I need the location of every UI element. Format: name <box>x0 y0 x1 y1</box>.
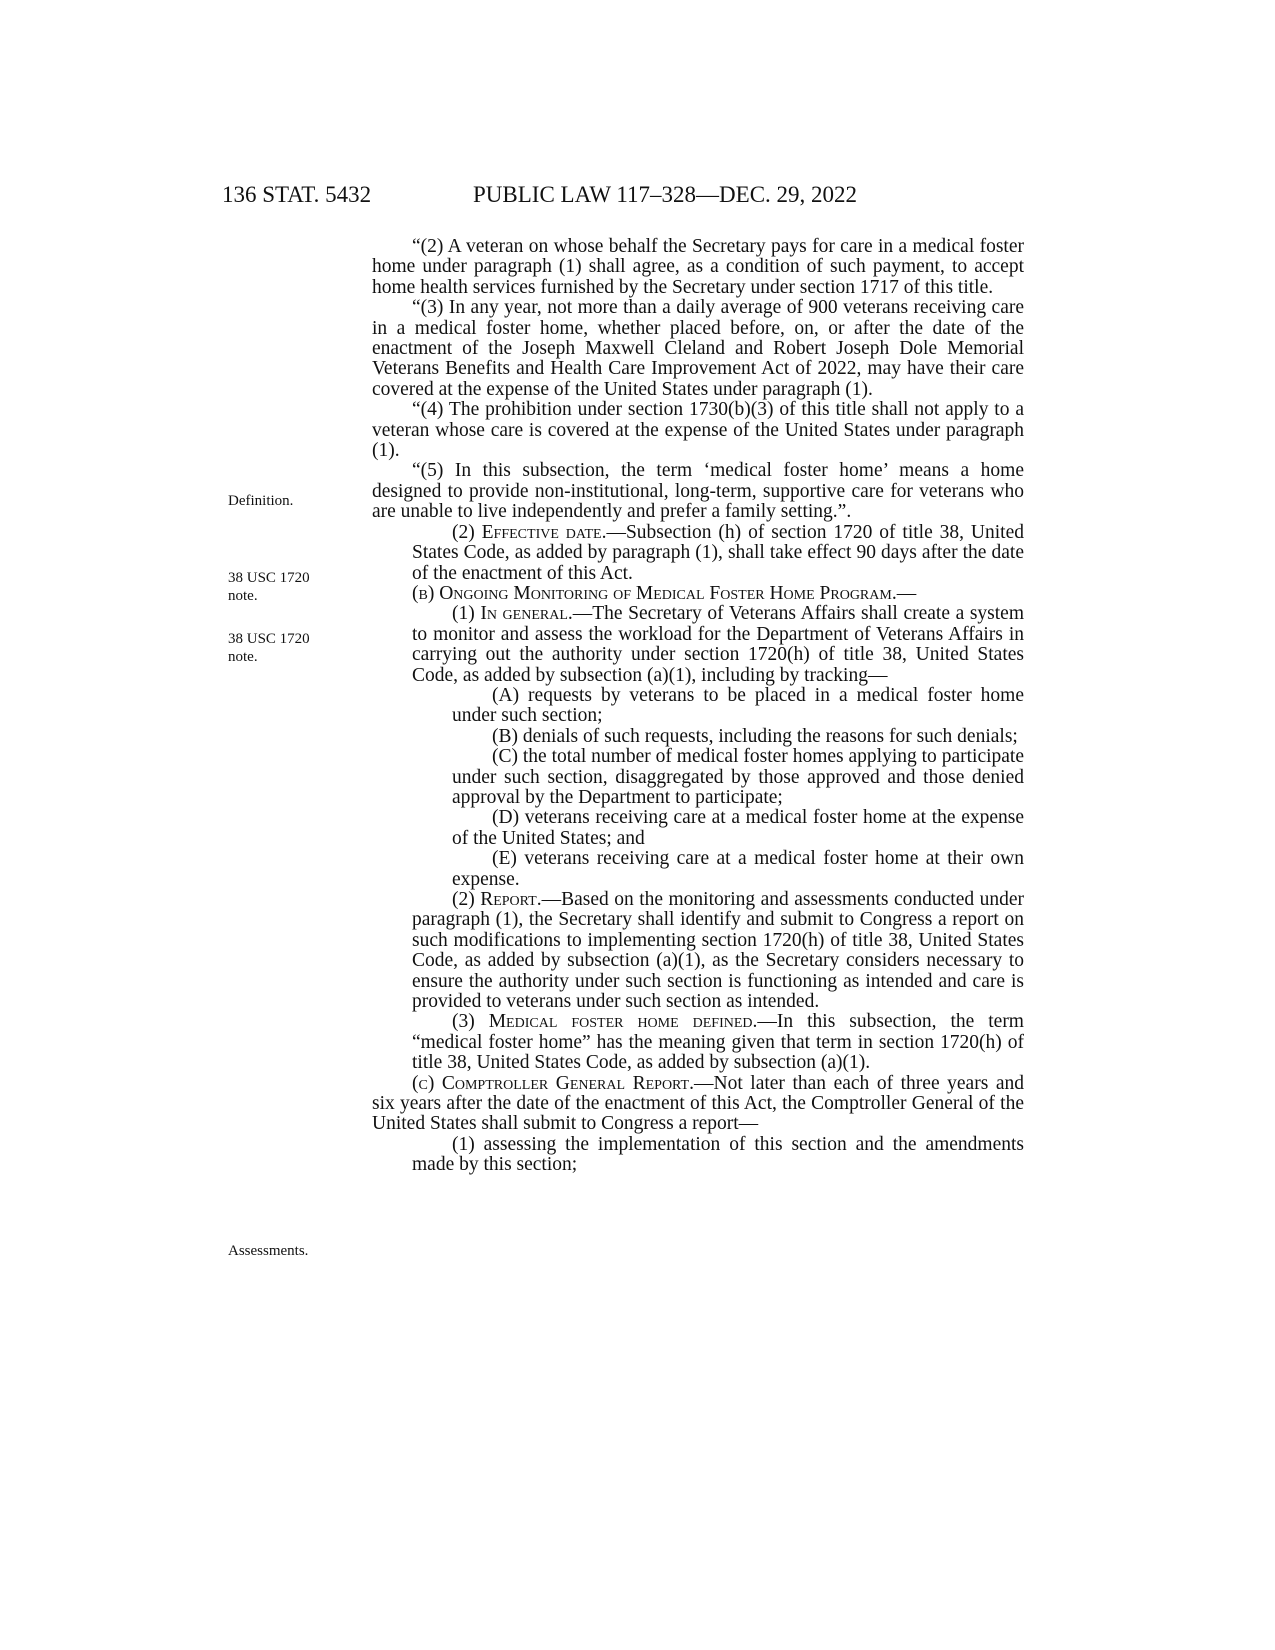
subsection-a2-text: —Subsection (h) of section 1720 of title 38, United States Code, as added by paragraph (1), shall take effect 90 days after the date of the enactment of this Act. <box>412 521 1025 584</box>
item-b1-d: (D) veterans receiving care at a medical foster home at the expense of the United States; and <box>452 807 1024 849</box>
item-b1-c: (C) the total number of medical foster homes applying to participate under such section, disaggregated by those approved and those denied approval by the Department to participate; <box>452 746 1024 808</box>
item-b1-e: (E) veterans receiving care at a medical foster home at their own expense. <box>452 848 1024 890</box>
paragraph-4: “(4) The prohibition under section 1730(b)(3) of this title shall not apply to a veteran whose care is covered at the expense of the United States under paragraph (1). <box>372 399 1024 462</box>
subsection-c-heading: (c) Comptroller General Report. <box>412 1072 694 1094</box>
subsection-c-text: —Not later than each of three years and six years after the date of the enactment of this Act, the Comptroller General of the United States shall submit to Congress a report— <box>372 1072 1024 1135</box>
subsection-b2 <box>372 890 1024 1012</box>
subsection-a2 <box>372 523 1024 584</box>
subsection-b1 <box>372 604 1024 686</box>
subsection-b <box>372 584 1024 604</box>
margin-note-usc-2 <box>228 630 348 666</box>
running-header <box>222 182 922 214</box>
subsection-a2-heading: (2) Effective date. <box>452 521 607 543</box>
subsection-b-heading: (b) Ongoing Monitoring of Medical Foster Home Program. <box>412 582 897 604</box>
subsection-b3 <box>372 1012 1024 1073</box>
paragraph-2: “(2) A veteran on whose behalf the Secretary pays for care in a medical foster home under paragraph (1) shall agree, as a condition of such payment, to accept home health services furnished by the Secretary under section 1717 of this title. <box>372 236 1024 298</box>
paragraph-3: “(3) In any year, not more than a daily average of 900 veterans receiving care in a medical foster home, whether placed before, on, or after the date of the enactment of the Joseph Maxwell Cleland and Robert Joseph Dole Memorial Veterans Benefits and Health Care Improvement Act of 2022, may have their care covered at the expense of the United States under paragraph (1). <box>372 297 1024 400</box>
margin-note-usc-2-line1: 38 USC 1720 <box>228 631 310 647</box>
subsection-b1-text: —The Secretary of Veterans Affairs shall create a system to monitor and assess the workload for the Department of Veterans Affairs in carrying out the authority under section 1720(h) of title 38, United States Code, as added by subsection (a)(1), including by tracking— <box>412 603 1024 686</box>
subsection-b3-text: —In this subsection, the term “medical foster home” has the meaning given that term in section 1720(h) of title 38, United States Code, as added by subsection (a)(1). <box>412 1011 1024 1074</box>
margin-note-usc-1 <box>228 569 348 605</box>
margin-note-assessments: Assessments. <box>228 1243 309 1259</box>
paragraph-5: “(5) In this subsection, the term ‘medical foster home’ means a home designed to provide non-institutional, long-term, supportive care for veterans who are unable to live independently and prefer a family setting.”. <box>372 460 1024 523</box>
item-b1-a: (A) requests by veterans to be placed in a medical foster home under such section; <box>452 684 1024 727</box>
margin-note-usc-1-line2: note. <box>228 588 258 604</box>
subsection-c1: (1) assessing the implementation of this section and the amendments made by this section; <box>412 1133 1024 1176</box>
subsection-c <box>372 1074 1024 1135</box>
subsection-b2-heading: (2) Report. <box>452 889 542 910</box>
document-body <box>372 237 1024 1176</box>
subsection-b1-heading: (1) In general. <box>452 603 573 625</box>
subsection-b-text: — <box>896 582 917 604</box>
subsection-b2-text: —Based on the monitoring and assessments conducted under paragraph (1), the Secretary shall identify and submit to Congress a report on such modifications to implementing section 1720(h) of title 38, United States Code, as added by subsection (a)(1), as the Secretary considers necessary to ensure the authority under such section is functioning as intended and care is provided to veterans under such section as intended. <box>412 889 1024 1013</box>
margin-note-usc-1-line1: 38 USC 1720 <box>228 570 310 586</box>
public-law-title: PUBLIC LAW 117–328—DEC. 29, 2022 <box>473 182 858 207</box>
statute-citation: 136 STAT. 5432 <box>222 182 372 207</box>
margin-note-definition: Definition. <box>228 493 294 509</box>
subsection-b3-heading: (3) Medical foster home defined. <box>452 1011 758 1033</box>
item-b1-b: (B) denials of such requests, including the reasons for such denials; <box>492 725 1018 747</box>
margin-note-usc-2-line2: note. <box>228 649 258 665</box>
